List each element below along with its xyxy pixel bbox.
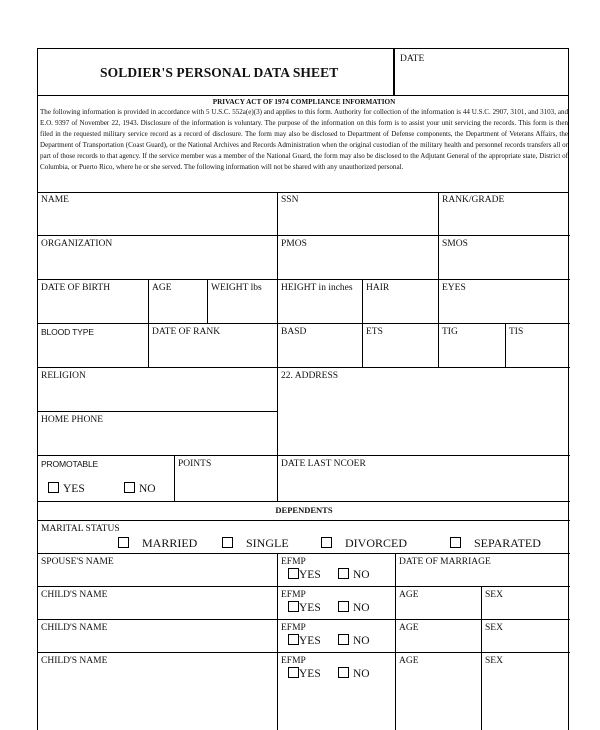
child-age-field[interactable]: AGE	[396, 653, 482, 730]
spouse-efmp-no-checkbox[interactable]	[338, 568, 349, 579]
child-name-field[interactable]: CHILD'S NAME	[38, 620, 278, 653]
ets-field[interactable]: ETS	[363, 324, 439, 368]
privacy-act-title: PRIVACY ACT OF 1974 COMPLIANCE INFORMATION	[212, 98, 396, 106]
child-age-field[interactable]: AGE	[396, 587, 482, 620]
height-field[interactable]: HEIGHT in inches	[278, 280, 363, 324]
child-efmp-no-checkbox[interactable]	[338, 667, 349, 678]
dependents-title: DEPENDENTS	[275, 505, 333, 515]
promotable-no-checkbox[interactable]	[124, 482, 135, 493]
date-of-marriage-field[interactable]: DATE OF MARRIAGE	[396, 554, 570, 587]
eyes-field[interactable]: EYES	[439, 280, 570, 324]
married-checkbox[interactable]	[118, 537, 129, 548]
promotable-yes-label: YES	[63, 483, 85, 495]
ssn-field[interactable]: SSN	[278, 192, 439, 236]
pmos-field[interactable]: PMOS	[278, 236, 439, 280]
single-label: SINGLE	[246, 536, 289, 550]
child-efmp-no-checkbox[interactable]	[338, 601, 349, 612]
basd-field[interactable]: BASD	[278, 324, 363, 368]
promotable-field: PROMOTABLE YES NO	[38, 456, 175, 502]
child-efmp-no-checkbox[interactable]	[338, 634, 349, 645]
address-field[interactable]: 22. ADDRESS	[278, 368, 570, 456]
spouse-name-field[interactable]: SPOUSE'S NAME	[38, 554, 278, 587]
organization-field[interactable]: ORGANIZATION	[38, 236, 278, 280]
religion-field[interactable]: RELIGION	[38, 368, 278, 412]
single-checkbox[interactable]	[222, 537, 233, 548]
child-sex-field[interactable]: SEX	[482, 620, 570, 653]
child-efmp-field: EFMP YES NO	[278, 587, 396, 620]
weight-field[interactable]: WEIGHT lbs	[208, 280, 278, 324]
separated-label: SEPARATED	[474, 536, 541, 550]
personal-data-form	[37, 48, 569, 730]
points-field[interactable]: POINTS	[175, 456, 278, 502]
date-of-rank-field[interactable]: DATE OF RANK	[149, 324, 278, 368]
hair-field[interactable]: HAIR	[363, 280, 439, 324]
child-efmp-yes-checkbox[interactable]	[288, 634, 299, 645]
form-header	[38, 49, 394, 95]
smos-field[interactable]: SMOS	[439, 236, 570, 280]
form-title: SOLDIER'S PERSONAL DATA SHEET	[100, 65, 339, 80]
marital-status-field: MARITAL STATUS MARRIED SINGLE DIVORCED SEPARATED	[38, 521, 570, 554]
age-field[interactable]: AGE	[149, 280, 208, 324]
divorced-checkbox[interactable]	[321, 537, 332, 548]
child-age-field[interactable]: AGE	[396, 620, 482, 653]
separated-checkbox[interactable]	[450, 537, 461, 548]
date-of-birth-field[interactable]: DATE OF BIRTH	[38, 280, 149, 324]
privacy-act-text: The following information is provided in accordance with 5 U.S.C. 552a(e)(3) and applies to this form. Authority for collection of the information is 44 U.S.C. 2907, 3101, and 3103, and E.O. 9397 of November 22, 1943. Disclosure of the information is voluntary. The purpose of the information on this form is to assist your unit servicing the records. This form is then filed in the requested military service record as a record of disclosure. The form may also be disclosed to Department of Defense components, the Department of Veterans Affairs, the Department of Transportation (Coast Guard), or the National Archives and Records Administration when the original custodian of the military health and personnel records transfers all or part of those records to that agency. If the service member was a member of the National Guard, the form may also be disclosed to the Adjutant General of the appropriate state, District of Columbia, or Puerto Rico, where he or she served. The following information will not be shared with any unauthorized personal.	[40, 108, 568, 171]
date-label: DATE	[400, 54, 425, 64]
tig-field[interactable]: TIG	[439, 324, 506, 368]
promotable-no-label: NO	[139, 483, 156, 495]
child-efmp-yes-checkbox[interactable]	[288, 667, 299, 678]
tis-field[interactable]: TIS	[506, 324, 570, 368]
married-label: MARRIED	[142, 536, 198, 550]
child-efmp-field: EFMP YES NO	[278, 620, 396, 653]
divorced-label: DIVORCED	[345, 536, 407, 550]
home-phone-field[interactable]: HOME PHONE	[38, 412, 278, 456]
date-last-ncoer-field[interactable]: DATE LAST NCOER	[278, 456, 570, 502]
child-sex-field[interactable]: SEX	[482, 587, 570, 620]
name-field[interactable]: NAME	[38, 192, 278, 236]
dependents-header	[38, 502, 570, 521]
child-name-field[interactable]: CHILD'S NAME	[38, 653, 278, 730]
child-efmp-yes-checkbox[interactable]	[288, 601, 299, 612]
blood-type-field[interactable]: BLOOD TYPE	[38, 324, 149, 368]
child-name-field[interactable]: CHILD'S NAME	[38, 587, 278, 620]
spouse-efmp-yes-checkbox[interactable]	[288, 568, 299, 579]
rank-grade-field[interactable]: RANK/GRADE	[439, 192, 570, 236]
child-sex-field[interactable]: SEX	[485, 656, 503, 666]
spouse-efmp-field: EFMP YES NO	[278, 554, 396, 587]
promotable-yes-checkbox[interactable]	[48, 482, 59, 493]
child-efmp-field: EFMP YES NO	[278, 653, 396, 730]
